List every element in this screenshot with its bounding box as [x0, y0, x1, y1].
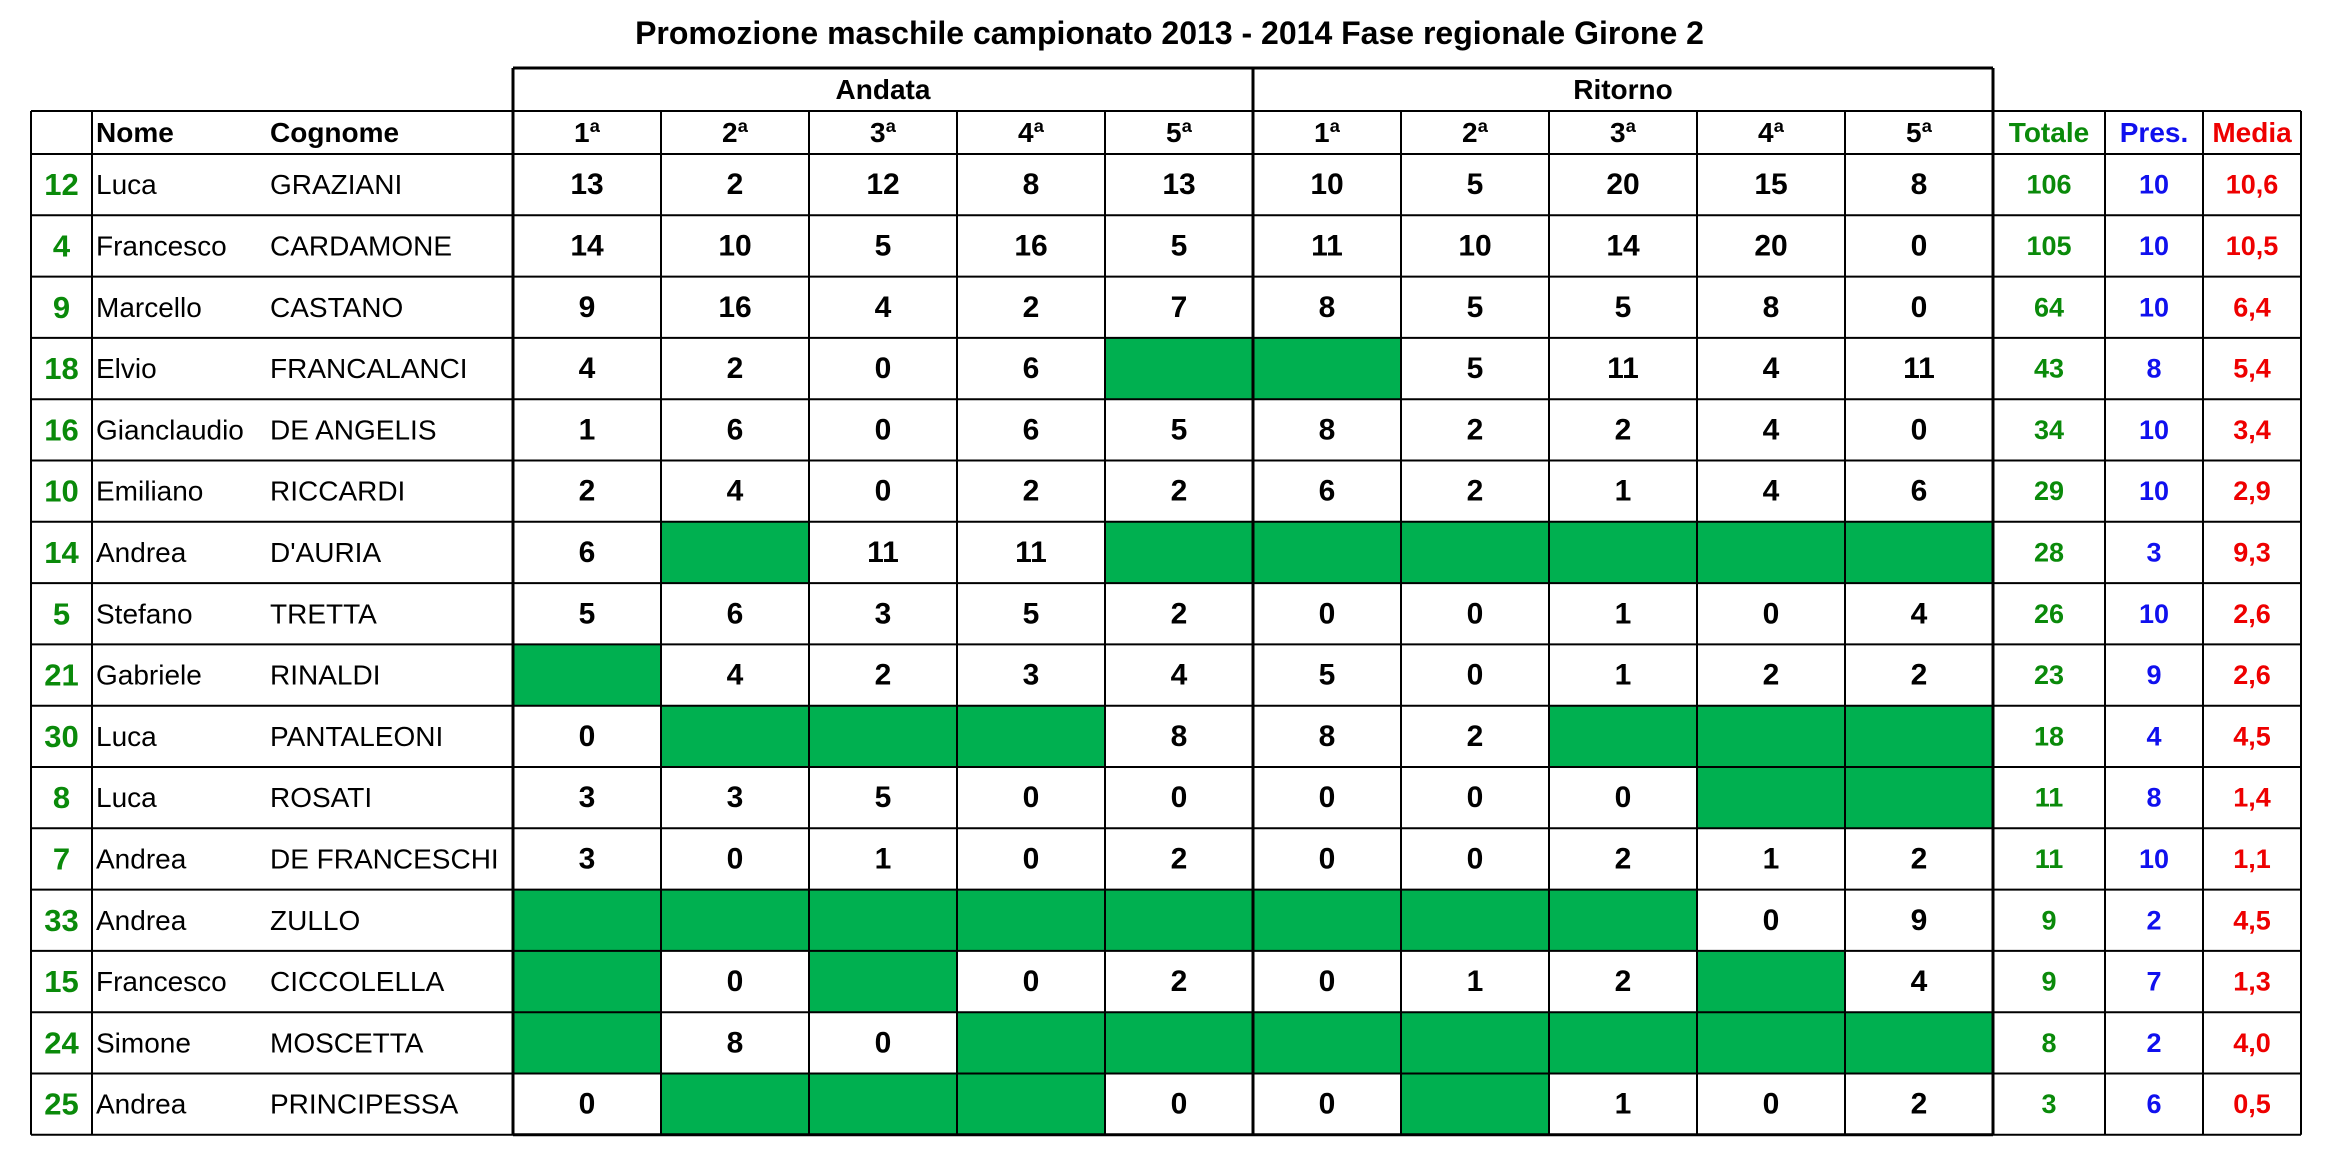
- score-cell: 2: [726, 352, 744, 386]
- score-cell: 3: [1022, 658, 1040, 692]
- player-number: 18: [44, 351, 79, 387]
- totale-cell: 11: [2034, 782, 2064, 813]
- score-cell: 8: [726, 1026, 744, 1060]
- score-cell: 0: [874, 474, 892, 508]
- pres-cell: 10: [2138, 230, 2170, 261]
- totale-cell: 9: [2041, 905, 2057, 936]
- pres-cell: 8: [2146, 353, 2162, 384]
- header-cognome: Cognome: [270, 117, 400, 148]
- player-number: 14: [44, 534, 79, 570]
- player-number: 10: [44, 473, 79, 509]
- absent-cell: [1105, 1012, 1253, 1073]
- absent-cell: [957, 890, 1105, 951]
- totale-cell: 11: [2034, 843, 2064, 874]
- pres-cell: 8: [2146, 782, 2162, 813]
- score-cell: 2: [1170, 474, 1188, 508]
- score-cell: 14: [570, 229, 604, 263]
- pres-cell: 10: [2138, 843, 2170, 874]
- score-cell: 0: [1762, 597, 1780, 631]
- score-cell: 6: [726, 413, 744, 447]
- absent-cell: [1845, 767, 1993, 828]
- score-cell: 0: [726, 965, 744, 999]
- score-cell: 4: [726, 474, 744, 508]
- score-cell: 5: [1318, 658, 1336, 692]
- score-cell: 0: [1910, 229, 1928, 263]
- score-cell: 11: [1903, 352, 1935, 386]
- player-last-name: D'AURIA: [270, 536, 382, 568]
- score-cell: 20: [1606, 168, 1640, 202]
- score-cell: 0: [1318, 597, 1336, 631]
- score-cell: 0: [578, 1087, 596, 1121]
- absent-cell: [661, 1074, 809, 1135]
- totale-cell: 106: [2026, 169, 2072, 200]
- pres-cell: 2: [2146, 905, 2162, 936]
- player-last-name: MOSCETTA: [270, 1027, 424, 1059]
- player-first-name: Stefano: [96, 598, 193, 630]
- header-round: 5ª: [1166, 117, 1192, 148]
- score-cell: 20: [1754, 229, 1788, 263]
- media-cell: 3,4: [2233, 414, 2271, 445]
- score-cell: 12: [866, 168, 900, 202]
- score-cell: 2: [1910, 658, 1928, 692]
- andata-header: Andata: [835, 74, 931, 105]
- player-first-name: Andrea: [96, 843, 187, 875]
- player-number: 33: [44, 902, 79, 938]
- pres-cell: 6: [2146, 1089, 2162, 1120]
- absent-cell: [1401, 890, 1549, 951]
- score-cell: 6: [1022, 352, 1040, 386]
- player-last-name: RICCARDI: [270, 475, 406, 507]
- score-cell: 8: [1170, 719, 1188, 753]
- player-number: 8: [52, 780, 71, 816]
- absent-cell: [1697, 706, 1845, 767]
- score-cell: 5: [874, 229, 892, 263]
- totale-cell: 28: [2033, 537, 2065, 568]
- header-round: 1ª: [574, 117, 600, 148]
- score-cell: 1: [578, 413, 596, 447]
- score-cell: 2: [1910, 842, 1928, 876]
- score-cell: 6: [1022, 413, 1040, 447]
- absent-cell: [809, 951, 957, 1012]
- score-cell: 4: [1762, 474, 1780, 508]
- absent-cell: [1697, 522, 1845, 583]
- score-cell: 3: [874, 597, 892, 631]
- absent-cell: [661, 706, 809, 767]
- ritorno-header: Ritorno: [1573, 74, 1673, 105]
- score-cell: 0: [874, 1026, 892, 1060]
- score-cell: 3: [726, 781, 744, 815]
- media-cell: 2,9: [2233, 476, 2271, 507]
- score-cell: 2: [1170, 842, 1188, 876]
- score-cell: 5: [874, 781, 892, 815]
- score-cell: 9: [578, 290, 596, 324]
- absent-cell: [513, 890, 661, 951]
- score-cell: 0: [1170, 781, 1188, 815]
- player-last-name: DE FRANCESCHI: [270, 843, 499, 875]
- media-cell: 2,6: [2233, 660, 2271, 691]
- player-first-name: Luca: [96, 720, 157, 752]
- media-cell: 1,1: [2233, 843, 2271, 874]
- score-cell: 2: [726, 168, 744, 202]
- score-cell: 0: [1762, 903, 1780, 937]
- absent-cell: [809, 1074, 957, 1135]
- absent-cell: [1105, 890, 1253, 951]
- media-cell: 10,6: [2225, 169, 2279, 200]
- score-cell: 5: [1170, 229, 1188, 263]
- player-number: 5: [52, 596, 71, 632]
- score-cell: 1: [1614, 1087, 1632, 1121]
- score-cell: 11: [1311, 229, 1343, 263]
- absent-cell: [957, 1012, 1105, 1073]
- score-cell: 8: [1910, 168, 1928, 202]
- score-cell: 0: [1318, 1087, 1336, 1121]
- header-round: 3ª: [1610, 117, 1636, 148]
- media-cell: 2,6: [2233, 598, 2271, 629]
- pres-cell: 10: [2138, 598, 2170, 629]
- score-cell: 2: [1614, 413, 1632, 447]
- score-cell: 8: [1022, 168, 1040, 202]
- absent-cell: [957, 706, 1105, 767]
- player-first-name: Marcello: [96, 291, 202, 323]
- score-cell: 1: [874, 842, 892, 876]
- absent-cell: [1105, 338, 1253, 399]
- absent-cell: [1697, 1012, 1845, 1073]
- score-cell: 1: [1614, 658, 1632, 692]
- player-last-name: PANTALEONI: [270, 720, 444, 752]
- score-cell: 0: [1318, 781, 1336, 815]
- score-cell: 0: [1318, 965, 1336, 999]
- score-cell: 1: [1762, 842, 1780, 876]
- score-cell: 2: [1466, 719, 1484, 753]
- score-cell: 0: [1910, 413, 1928, 447]
- score-cell: 5: [1022, 597, 1040, 631]
- player-first-name: Gianclaudio: [96, 414, 244, 446]
- score-cell: 14: [1606, 229, 1640, 263]
- score-cell: 1: [1614, 597, 1632, 631]
- score-cell: 4: [874, 290, 892, 324]
- totale-cell: 23: [2033, 660, 2065, 691]
- player-first-name: Francesco: [96, 966, 227, 998]
- media-cell: 4,5: [2233, 905, 2271, 936]
- score-cell: 5: [1466, 168, 1484, 202]
- header-media: Media: [2212, 117, 2292, 148]
- score-cell: 4: [1762, 413, 1780, 447]
- player-first-name: Luca: [96, 169, 157, 201]
- media-cell: 5,4: [2233, 353, 2271, 384]
- player-number: 24: [44, 1025, 79, 1061]
- media-cell: 0,5: [2233, 1089, 2271, 1120]
- score-cell: 10: [1458, 229, 1492, 263]
- header-nome: Nome: [96, 117, 174, 148]
- player-last-name: CICCOLELLA: [270, 966, 445, 998]
- score-cell: 2: [1170, 965, 1188, 999]
- score-cell: 0: [1170, 1087, 1188, 1121]
- score-cell: 11: [1015, 535, 1047, 569]
- media-cell: 1,3: [2233, 966, 2271, 997]
- absent-cell: [809, 890, 957, 951]
- score-cell: 4: [726, 658, 744, 692]
- score-cell: 2: [1910, 1087, 1928, 1121]
- score-cell: 6: [1318, 474, 1336, 508]
- score-cell: 0: [1466, 842, 1484, 876]
- player-number: 7: [52, 841, 71, 877]
- score-cell: 2: [1614, 842, 1632, 876]
- player-number: 16: [44, 412, 79, 448]
- absent-cell: [1549, 1012, 1697, 1073]
- score-cell: 2: [1022, 290, 1040, 324]
- pres-cell: 10: [2138, 169, 2170, 200]
- absent-cell: [1549, 890, 1697, 951]
- media-cell: 10,5: [2225, 230, 2279, 261]
- score-cell: 2: [1022, 474, 1040, 508]
- score-cell: 15: [1754, 168, 1788, 202]
- header-round: 3ª: [870, 117, 896, 148]
- player-last-name: ROSATI: [270, 782, 373, 814]
- absent-cell: [1253, 890, 1401, 951]
- score-cell: 13: [1162, 168, 1196, 202]
- player-first-name: Gabriele: [96, 659, 202, 691]
- player-last-name: CASTANO: [270, 291, 404, 323]
- score-cell: 0: [578, 719, 596, 753]
- header-pres: Pres.: [2119, 117, 2189, 148]
- score-cell: 8: [1318, 290, 1336, 324]
- absent-cell: [513, 951, 661, 1012]
- absent-cell: [809, 706, 957, 767]
- media-cell: 6,4: [2233, 292, 2271, 323]
- absent-cell: [1845, 1012, 1993, 1073]
- score-cell: 6: [1910, 474, 1928, 508]
- player-last-name: PRINCIPESSA: [270, 1088, 459, 1120]
- score-cell: 4: [578, 352, 596, 386]
- score-cell: 5: [1466, 352, 1484, 386]
- score-cell: 10: [718, 229, 752, 263]
- player-last-name: DE ANGELIS: [270, 414, 437, 446]
- player-first-name: Andrea: [96, 904, 187, 936]
- header-round: 4ª: [1758, 117, 1784, 148]
- score-cell: 4: [1910, 965, 1928, 999]
- player-last-name: FRANCALANCI: [270, 353, 468, 385]
- absent-cell: [513, 1012, 661, 1073]
- totale-cell: 64: [2033, 292, 2065, 323]
- score-cell: 0: [874, 352, 892, 386]
- absent-cell: [513, 644, 661, 705]
- score-cell: 0: [1318, 842, 1336, 876]
- totale-cell: 34: [2033, 414, 2065, 445]
- media-cell: 9,3: [2233, 537, 2271, 568]
- absent-cell: [1401, 522, 1549, 583]
- absent-cell: [1253, 338, 1401, 399]
- player-first-name: Emiliano: [96, 475, 204, 507]
- score-cell: 4: [1762, 352, 1780, 386]
- score-cell: 11: [867, 535, 899, 569]
- media-cell: 4,0: [2233, 1027, 2271, 1058]
- score-cell: 5: [578, 597, 596, 631]
- header-round: 2ª: [1462, 117, 1488, 148]
- totale-cell: 105: [2026, 230, 2072, 261]
- score-cell: 0: [874, 413, 892, 447]
- pres-cell: 4: [2146, 721, 2162, 752]
- player-number: 9: [52, 289, 71, 325]
- score-cell: 8: [1318, 413, 1336, 447]
- score-cell: 0: [1022, 842, 1040, 876]
- player-last-name: RINALDI: [270, 659, 381, 691]
- score-cell: 0: [1910, 290, 1928, 324]
- header-round: 4ª: [1018, 117, 1044, 148]
- header-totale: Totale: [2008, 117, 2090, 148]
- score-cell: 16: [1014, 229, 1048, 263]
- player-number: 30: [44, 718, 79, 754]
- pres-cell: 10: [2138, 476, 2170, 507]
- score-cell: 0: [1614, 781, 1632, 815]
- absent-cell: [1401, 1012, 1549, 1073]
- totale-cell: 8: [2041, 1027, 2057, 1058]
- absent-cell: [1105, 522, 1253, 583]
- absent-cell: [1253, 522, 1401, 583]
- score-cell: 5: [1466, 290, 1484, 324]
- score-cell: 13: [570, 168, 604, 202]
- score-cell: 1: [1614, 474, 1632, 508]
- absent-cell: [1697, 767, 1845, 828]
- score-cell: 11: [1607, 352, 1639, 386]
- totale-cell: 29: [2033, 476, 2065, 507]
- score-cell: 0: [726, 842, 744, 876]
- header-round: 5ª: [1906, 117, 1932, 148]
- player-last-name: TRETTA: [270, 598, 377, 630]
- pres-cell: 2: [2146, 1027, 2162, 1058]
- score-cell: 0: [1466, 597, 1484, 631]
- player-number: 12: [44, 167, 79, 203]
- totale-cell: 43: [2033, 353, 2065, 384]
- player-number: 25: [44, 1086, 79, 1122]
- pres-cell: 7: [2146, 966, 2162, 997]
- absent-cell: [1697, 951, 1845, 1012]
- absent-cell: [661, 522, 809, 583]
- media-cell: 1,4: [2233, 782, 2271, 813]
- absent-cell: [1401, 1074, 1549, 1135]
- score-cell: 1: [1466, 965, 1484, 999]
- pres-cell: 3: [2146, 537, 2162, 568]
- absent-cell: [1845, 522, 1993, 583]
- player-last-name: CARDAMONE: [270, 230, 453, 262]
- player-last-name: GRAZIANI: [270, 169, 403, 201]
- header-round: 1ª: [1314, 117, 1340, 148]
- score-cell: 6: [726, 597, 744, 631]
- pres-cell: 10: [2138, 414, 2170, 445]
- score-cell: 16: [718, 290, 752, 324]
- player-number: 15: [44, 964, 79, 1000]
- score-cell: 2: [1762, 658, 1780, 692]
- absent-cell: [957, 1074, 1105, 1135]
- score-cell: 2: [1170, 597, 1188, 631]
- score-cell: 0: [1466, 658, 1484, 692]
- player-first-name: Andrea: [96, 536, 187, 568]
- totale-cell: 26: [2033, 598, 2065, 629]
- page-title: Promozione maschile campionato 2013 - 2014 Fase regionale Girone 2: [635, 15, 1704, 51]
- score-cell: 6: [578, 535, 596, 569]
- player-first-name: Luca: [96, 782, 157, 814]
- player-first-name: Francesco: [96, 230, 227, 262]
- score-cell: 9: [1910, 903, 1928, 937]
- pres-cell: 10: [2138, 292, 2170, 323]
- header-round: 2ª: [722, 117, 748, 148]
- player-number: 21: [44, 657, 79, 693]
- score-cell: 0: [1466, 781, 1484, 815]
- absent-cell: [1549, 706, 1697, 767]
- score-cell: 2: [1466, 474, 1484, 508]
- score-cell: 2: [578, 474, 596, 508]
- absent-cell: [1549, 522, 1697, 583]
- score-cell: 3: [578, 781, 596, 815]
- score-cell: 7: [1170, 290, 1188, 324]
- player-first-name: Elvio: [96, 353, 157, 385]
- score-cell: 5: [1614, 290, 1632, 324]
- score-cell: 0: [1022, 781, 1040, 815]
- totale-cell: 9: [2041, 966, 2057, 997]
- score-cell: 5: [1170, 413, 1188, 447]
- absent-cell: [1253, 1012, 1401, 1073]
- totale-cell: 18: [2033, 721, 2065, 752]
- absent-cell: [1845, 706, 1993, 767]
- pres-cell: 9: [2146, 660, 2162, 691]
- score-cell: 0: [1022, 965, 1040, 999]
- score-cell: 8: [1762, 290, 1780, 324]
- score-cell: 2: [1614, 965, 1632, 999]
- score-cell: 2: [874, 658, 892, 692]
- score-cell: 4: [1910, 597, 1928, 631]
- absent-cell: [661, 890, 809, 951]
- score-cell: 0: [1762, 1087, 1780, 1121]
- score-cell: 8: [1318, 719, 1336, 753]
- player-last-name: ZULLO: [270, 904, 361, 936]
- score-cell: 10: [1310, 168, 1344, 202]
- player-first-name: Andrea: [96, 1088, 187, 1120]
- score-cell: 4: [1170, 658, 1188, 692]
- score-cell: 3: [578, 842, 596, 876]
- totale-cell: 3: [2041, 1089, 2057, 1120]
- player-first-name: Simone: [96, 1027, 191, 1059]
- score-cell: 2: [1466, 413, 1484, 447]
- media-cell: 4,5: [2233, 721, 2271, 752]
- player-number: 4: [52, 228, 71, 264]
